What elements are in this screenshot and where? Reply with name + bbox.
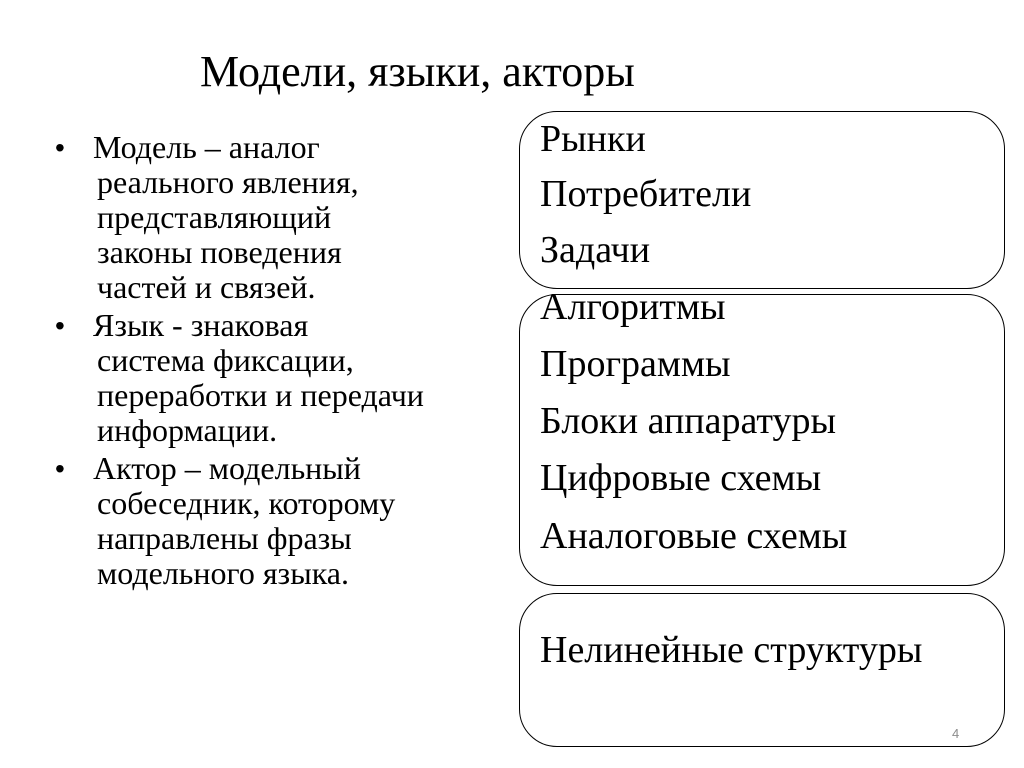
bullet-text-line: модельного языка. <box>97 555 349 591</box>
bullet-text-line: Модель – аналог <box>93 129 320 165</box>
box-item-analog-circuits: Аналоговые схемы <box>540 515 848 557</box>
bullet-text-line: частей и связей. <box>97 269 316 305</box>
bullet-marker: • <box>55 310 65 341</box>
box-item-programs: Программы <box>540 343 731 385</box>
bullet-text-line: представляющий <box>97 199 332 235</box>
page-number: 4 <box>952 726 960 741</box>
box-item-tasks: Задачи <box>540 229 651 271</box>
bullet-text-line: Язык - знаковая <box>93 307 309 343</box>
slide-title: Модели, языки, акторы <box>200 47 635 96</box>
bullet-text-line: направлены фразы <box>97 520 352 556</box>
box-item-markets: Рынки <box>540 118 646 160</box>
bullet-text-line: реального явления, <box>97 164 359 200</box>
box-item-consumers: Потребители <box>540 173 752 215</box>
bullet-text-line: система фиксации, <box>97 342 354 378</box>
bullet-text-line: Актор – модельный <box>93 450 361 486</box>
bullet-text-line: переработки и передачи <box>97 377 424 413</box>
box-item-digital-circuits: Цифровые схемы <box>540 457 822 499</box>
bullet-item-actor <box>55 451 515 591</box>
bullet-marker: • <box>55 453 65 484</box>
box-item-algorithms: Алгоритмы <box>540 286 726 328</box>
bullet-text-line: собеседник, которому <box>97 485 396 521</box>
bullet-text-line: законы поведения <box>97 234 342 270</box>
box-item-nonlinear-structures: Нелинейные структуры <box>540 629 923 671</box>
bullet-text-line: информации. <box>97 412 278 448</box>
box-item-hardware-blocks: Блоки аппаратуры <box>540 400 837 442</box>
bullet-marker: • <box>55 132 65 163</box>
bullet-list <box>55 130 515 594</box>
bullet-item-model <box>55 130 515 305</box>
bullet-item-language <box>55 308 515 448</box>
